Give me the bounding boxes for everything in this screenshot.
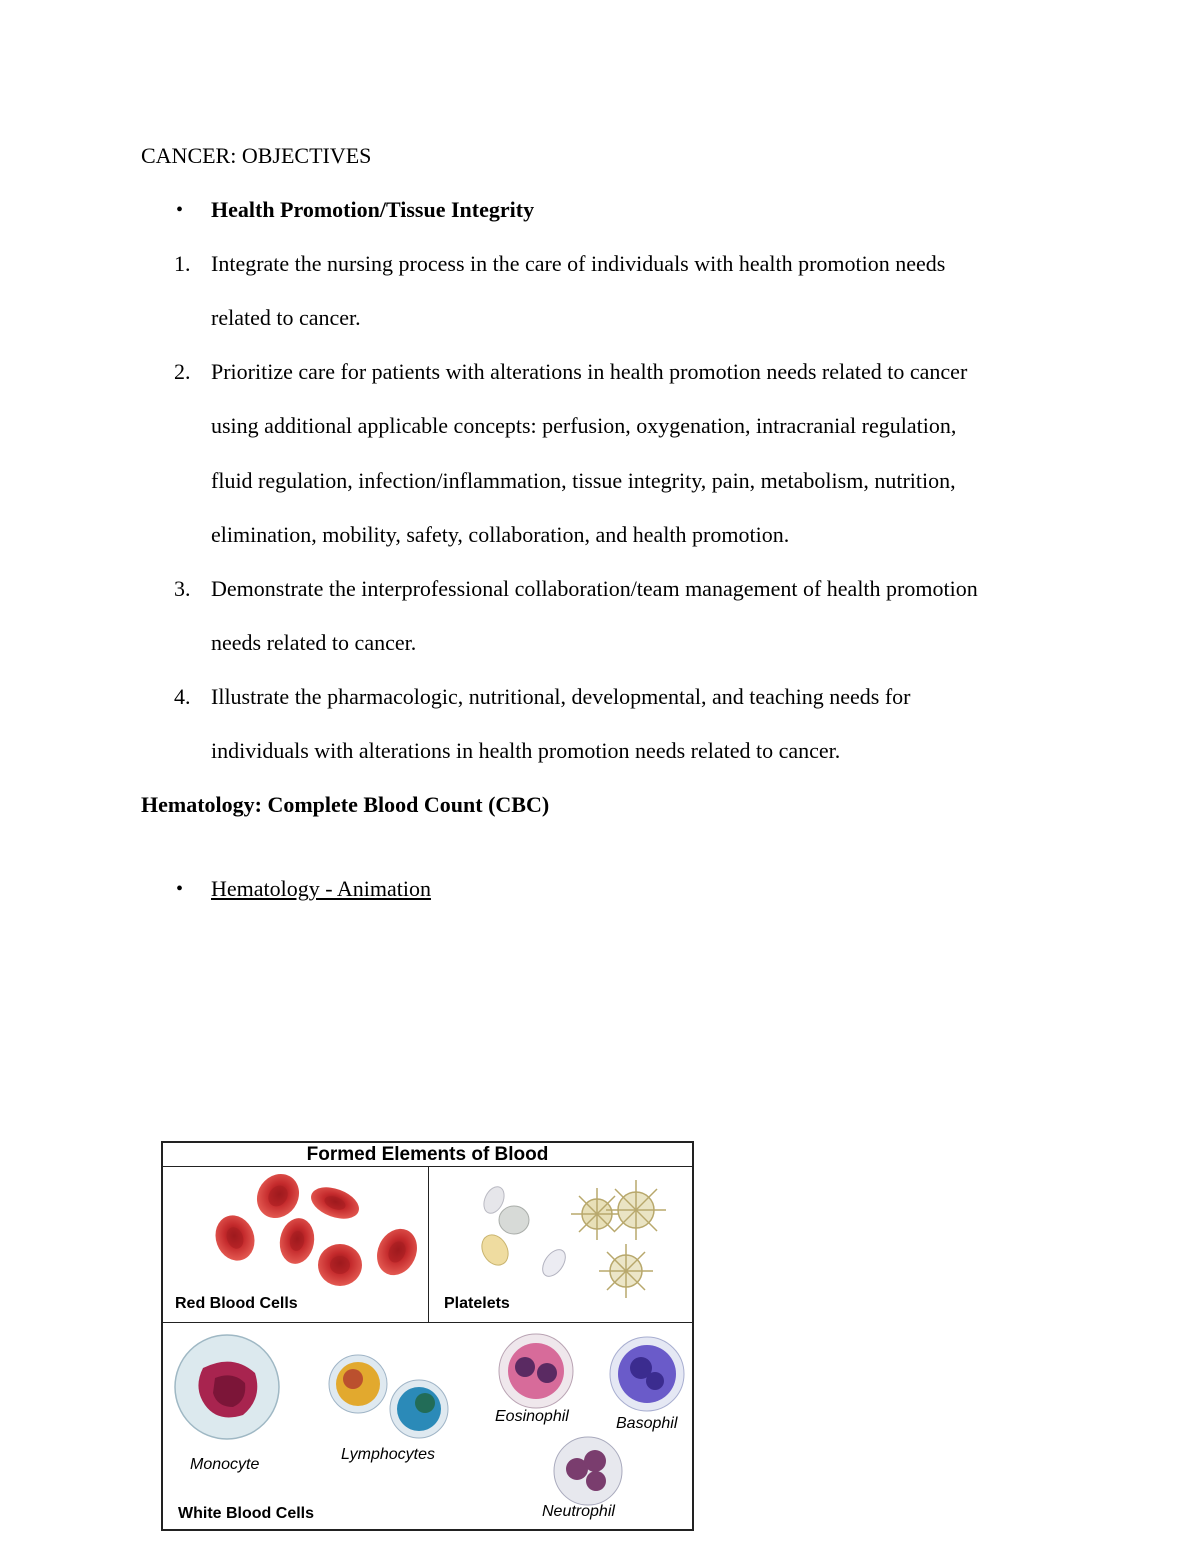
platelets-label: Platelets <box>444 1295 510 1312</box>
wbc-panel <box>163 1323 692 1529</box>
platelets-panel <box>429 1166 692 1323</box>
objective-line: elimination, mobility, safety, collaboration, and health promotion. <box>211 522 790 547</box>
objective-number: 3. <box>174 576 191 601</box>
platelet <box>499 1206 529 1234</box>
objective-line: Illustrate the pharmacologic, nutritional, developmental, and teaching needs for <box>211 684 911 709</box>
lymphocyte <box>329 1355 387 1413</box>
objective-line: individuals with alterations in health promotion needs related to cancer. <box>211 738 841 763</box>
activated-platelet <box>599 1244 653 1298</box>
red-blood-cell <box>248 1166 307 1226</box>
neutrophil-label: Neutrophil <box>542 1503 615 1520</box>
monocyte <box>175 1335 279 1439</box>
objective-line: Demonstrate the interprofessional collaboration/team management of health promotion <box>211 576 978 601</box>
activated-platelet <box>606 1180 666 1240</box>
basophil-label: Basophil <box>616 1415 678 1432</box>
neutrophil <box>554 1437 622 1505</box>
rbc-label: Red Blood Cells <box>175 1295 298 1312</box>
red-blood-cell <box>370 1222 425 1282</box>
subheading: Health Promotion/Tissue Integrity <box>211 197 535 222</box>
lymphocytes-label: Lymphocytes <box>341 1446 435 1463</box>
eosinophil-label: Eosinophil <box>495 1408 569 1425</box>
objective-line: fluid regulation, infection/inflammation, tissue integrity, pain, metabolism, nutrition, <box>211 468 956 493</box>
objective-number: 4. <box>174 684 191 709</box>
basophil <box>610 1337 684 1411</box>
wbc-illustration <box>163 1323 692 1529</box>
bullet-icon: • <box>176 199 184 221</box>
eosinophil <box>499 1334 573 1408</box>
objective-line: needs related to cancer. <box>211 630 417 655</box>
platelet <box>538 1246 570 1281</box>
objective-line: Prioritize care for patients with alterations in health promotion needs related to cancer <box>211 359 968 384</box>
red-blood-cell <box>276 1215 317 1266</box>
section-heading: Hematology: Complete Blood Count (CBC) <box>141 792 550 817</box>
activated-platelet <box>571 1188 623 1240</box>
platelet <box>477 1230 514 1270</box>
monocyte-label: Monocyte <box>190 1456 260 1473</box>
blood-elements-figure <box>161 1141 694 1531</box>
wbc-label: White Blood Cells <box>178 1505 314 1522</box>
objective-number: 2. <box>174 359 191 384</box>
red-blood-cell <box>318 1244 362 1286</box>
figure-title: Formed Elements of Blood <box>163 1143 692 1167</box>
bullet-icon: • <box>176 878 184 900</box>
objective-line: related to cancer. <box>211 305 361 330</box>
page-heading: CANCER: OBJECTIVES <box>141 143 372 168</box>
rbc-panel <box>163 1166 429 1323</box>
red-blood-cell <box>307 1181 364 1224</box>
red-blood-cell <box>209 1210 260 1266</box>
objective-number: 1. <box>174 251 191 276</box>
hematology-animation-link[interactable]: Hematology - Animation <box>211 876 431 901</box>
lymphocyte <box>390 1380 448 1438</box>
objective-line: Integrate the nursing process in the care of individuals with health promotion needs <box>211 251 946 276</box>
objective-line: using additional applicable concepts: perfusion, oxygenation, intracranial regulation, <box>211 413 957 438</box>
